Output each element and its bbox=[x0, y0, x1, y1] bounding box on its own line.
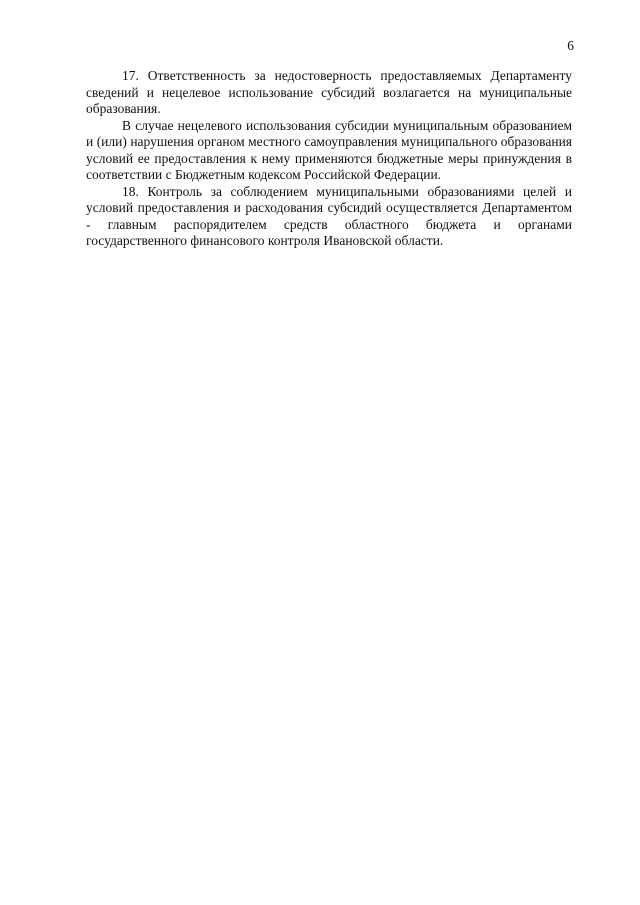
document-body bbox=[86, 68, 572, 250]
paragraph-17-responsibility: 17. Ответственность за недостоверность предоставляемых Департаменту сведений и нецелевое использование субсидий возлагается на муниципальные образования. bbox=[86, 68, 572, 116]
page-number: 6 bbox=[567, 38, 574, 53]
paragraph-18-control: 18. Контроль за соблюдением муниципальными образованиями целей и условий предоставления и расходования субсидий осуществляется Департаментом - главным распорядителем средств областного бюджета и органами государственного финансового контроля Ивановской области. bbox=[86, 183, 572, 248]
paragraph-misuse-measures: В случае нецелевого использования субсидии муниципальным образованием и (или) нарушения органом местного самоуправления муниципального образования условий ее предоставления к нему применяются бюджетные меры принуждения в соответствии с Бюджетным кодексом Российской Федерации. bbox=[86, 117, 572, 182]
